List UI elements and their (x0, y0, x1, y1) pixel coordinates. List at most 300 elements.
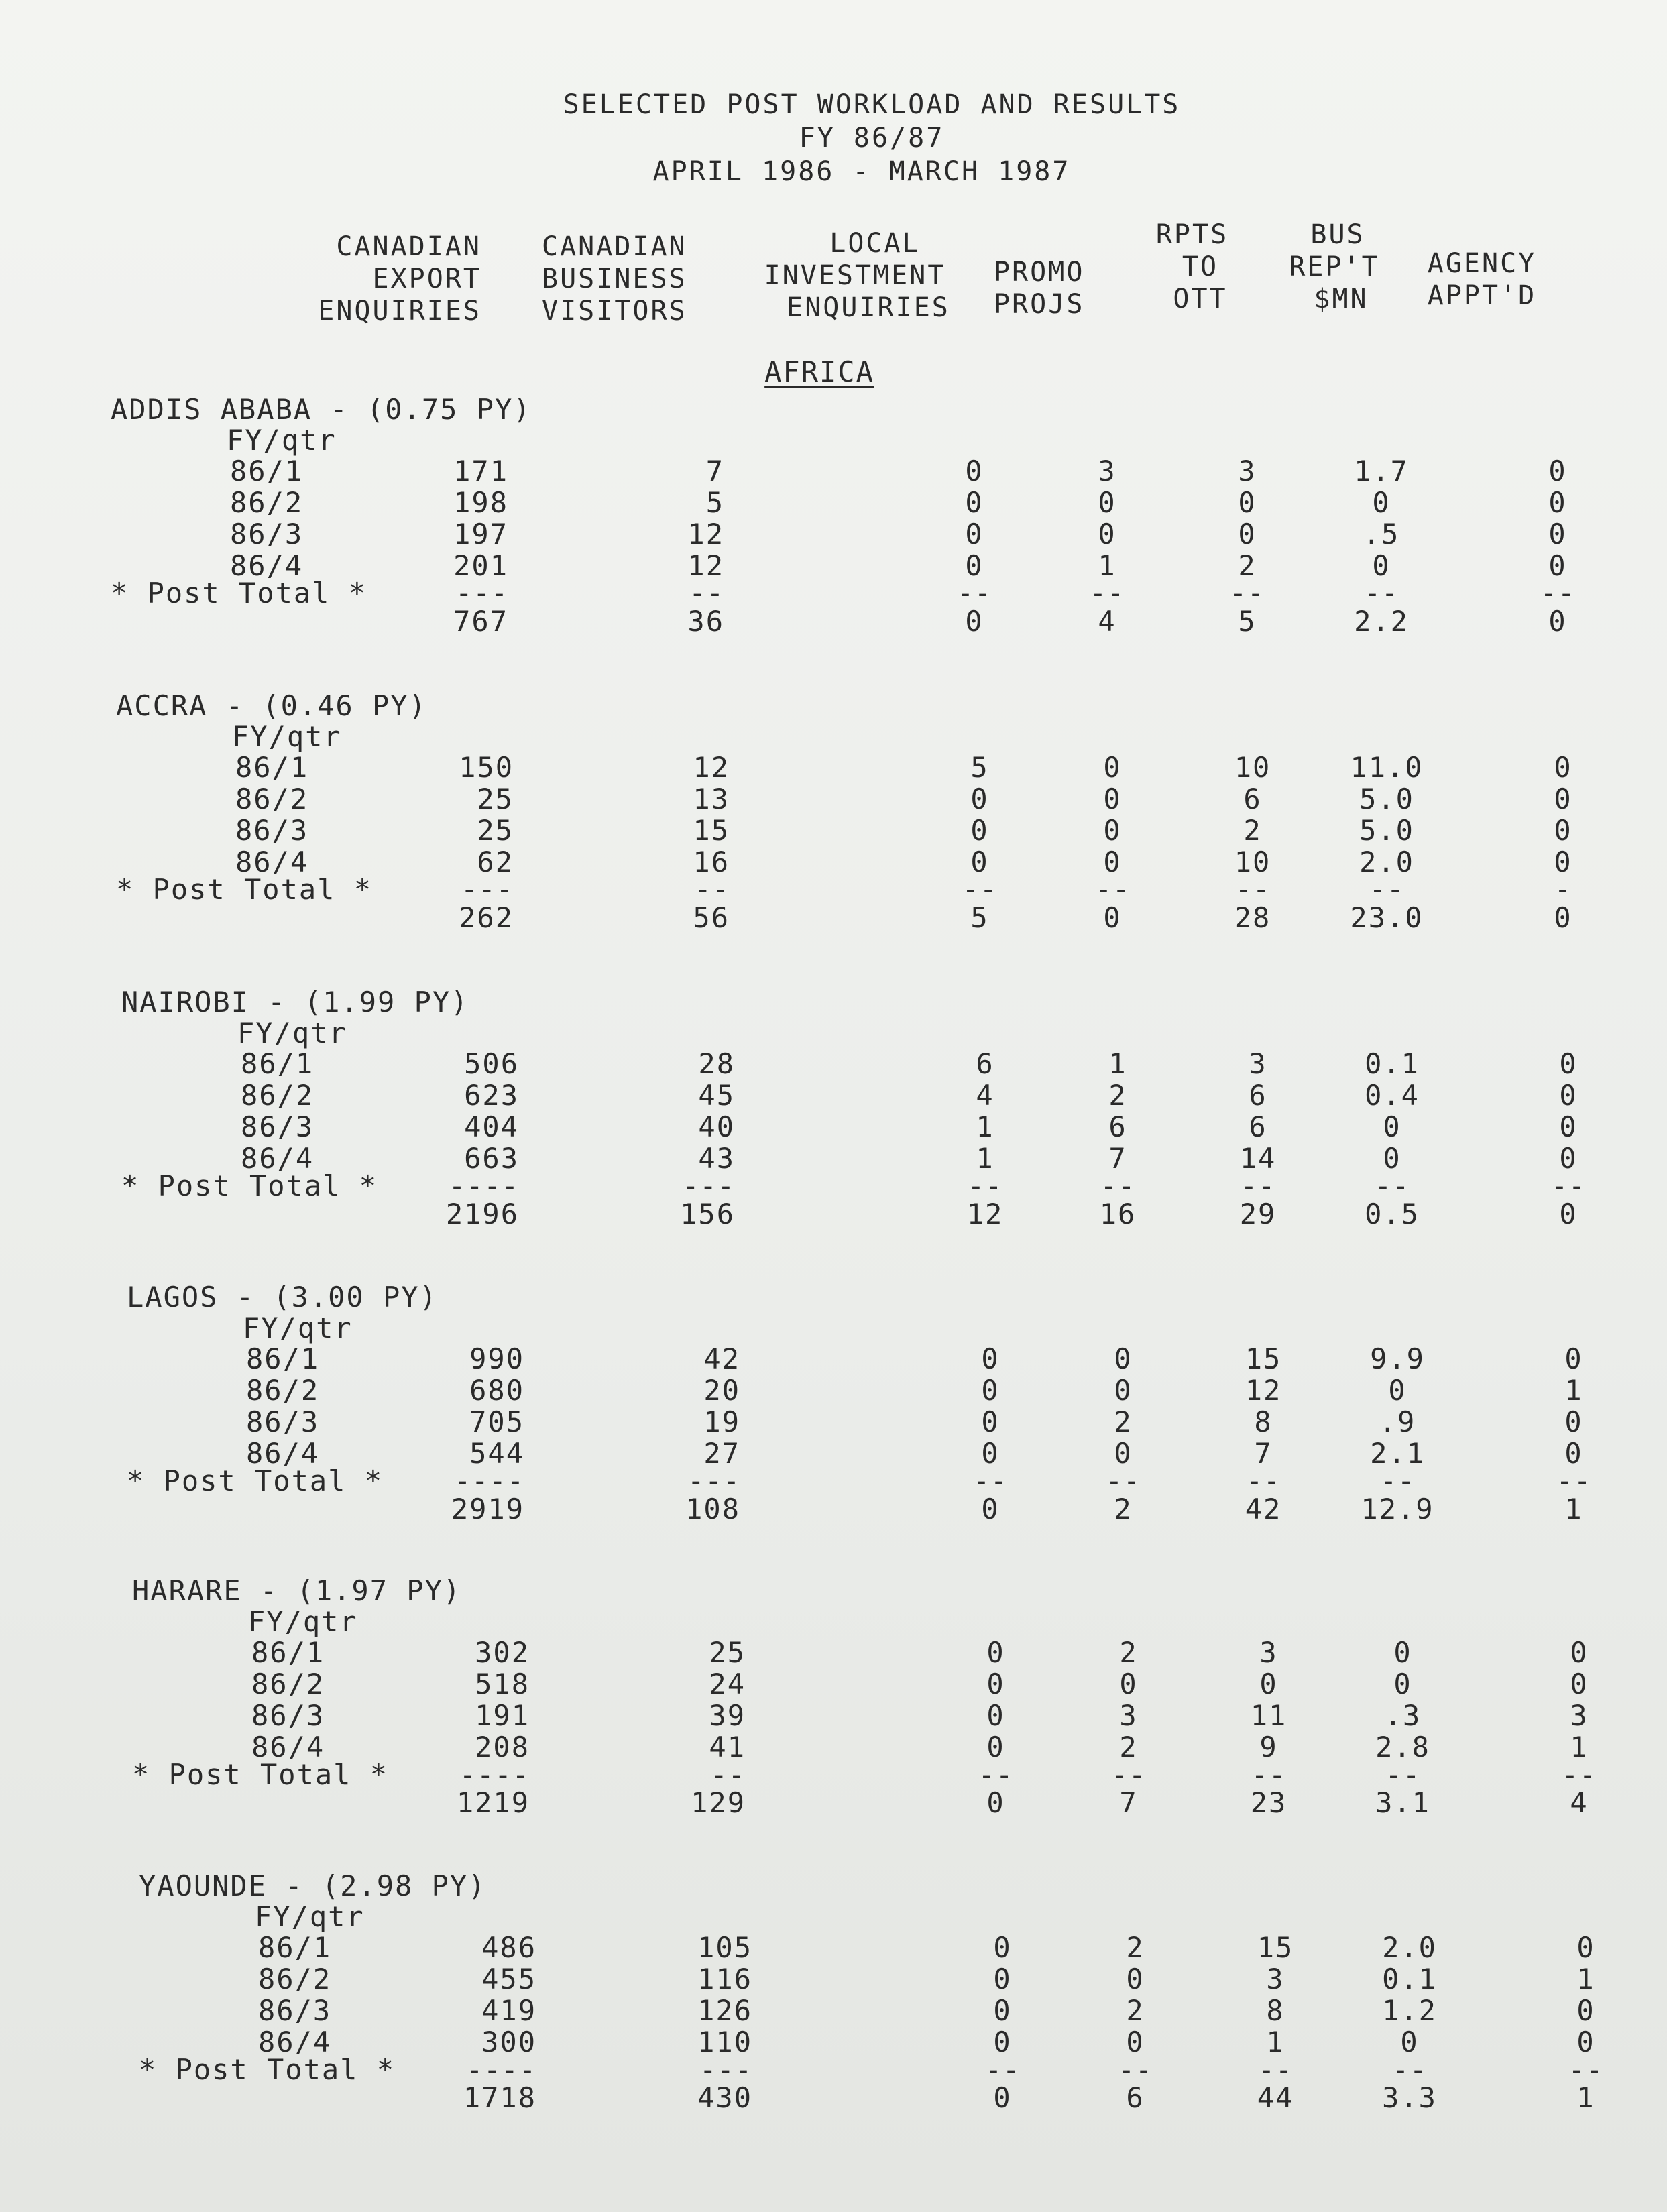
cell-agency: 0 (1548, 455, 1567, 487)
cell-rpts: 0 (1259, 1668, 1278, 1700)
total-exp: 1718 (463, 2081, 536, 2114)
cell-bus: 0.1 (1365, 1047, 1420, 1080)
cell-vis: 27 (703, 1437, 740, 1470)
cell-bus: 0 (1393, 1636, 1412, 1669)
total-vis: 56 (693, 901, 730, 934)
cell-bus: 11.0 (1350, 751, 1424, 784)
cell-rpts: 3 (1266, 1963, 1285, 1995)
total-rule-bus: -- (1369, 873, 1405, 906)
total-rule-rpts: -- (1229, 577, 1265, 609)
total-rule-bus: -- (1379, 1464, 1416, 1497)
cell-exp: 506 (464, 1047, 519, 1080)
cell-rpts: 1 (1266, 2026, 1285, 2058)
cell-promo: 2 (1114, 1405, 1133, 1438)
cell-exp: 25 (477, 814, 514, 847)
cell-rpts: 7 (1254, 1437, 1273, 1470)
cell-exp: 663 (464, 1142, 519, 1175)
post-heading: HARARE - (1.97 PY) (132, 1574, 462, 1607)
total-rule-promo: -- (1105, 1464, 1141, 1497)
cell-agency: 0 (1548, 518, 1567, 550)
total-rule-agency: -- (1540, 577, 1576, 609)
cell-vis: 12 (687, 549, 724, 582)
total-bus: 3.3 (1382, 2081, 1437, 2114)
cell-agency: 1 (1570, 1731, 1589, 1763)
cell-promo: 0 (1114, 1342, 1133, 1375)
cell-bus: 9.9 (1370, 1342, 1425, 1375)
cell-agency: 0 (1559, 1110, 1578, 1143)
fyqtr-label: FY/qtr (243, 1312, 353, 1344)
total-rule-agency: -- (1556, 1464, 1592, 1497)
total-promo: 0 (1103, 901, 1122, 934)
cell-bus: 1.7 (1354, 455, 1409, 487)
cell-exp: 62 (477, 846, 514, 878)
total-rule-vis: --- (699, 2053, 752, 2086)
total-promo: 7 (1119, 1786, 1138, 1819)
cell-promo: 3 (1119, 1699, 1138, 1732)
cell-agency: 0 (1548, 549, 1567, 582)
cell-agency: 0 (1554, 814, 1572, 847)
cell-exp: 191 (475, 1699, 530, 1732)
quarter-label: 86/1 (246, 1342, 320, 1375)
total-rule-vis: -- (710, 1758, 746, 1791)
col-promo-line2: PROJS (994, 289, 1085, 320)
total-rule-agency: -- (1568, 2053, 1604, 2086)
total-vis: 430 (697, 2081, 752, 2114)
post-heading: ACCRA - (0.46 PY) (116, 689, 427, 722)
cell-bus: 0.1 (1382, 1963, 1437, 1995)
cell-exp: 150 (459, 751, 514, 784)
col-agency-line1: AGENCY (1427, 248, 1537, 279)
cell-promo: 6 (1108, 1110, 1127, 1143)
cell-vis: 105 (697, 1931, 752, 1964)
cell-promo: 2 (1126, 1931, 1145, 1964)
total-rpts: 44 (1257, 2081, 1294, 2114)
quarter-label: 86/4 (235, 846, 309, 878)
post-total-label: * Post Total * (116, 873, 373, 906)
cell-vis: 42 (703, 1342, 740, 1375)
cell-agency: 1 (1576, 1963, 1595, 1995)
cell-agency: 0 (1576, 1994, 1595, 2027)
total-rule-bus: -- (1385, 1758, 1421, 1791)
cell-bus: 0 (1372, 549, 1391, 582)
cell-vis: 15 (693, 814, 730, 847)
cell-exp: 404 (464, 1110, 519, 1143)
cell-bus: 0.4 (1365, 1079, 1420, 1112)
cell-agency: 0 (1576, 2026, 1595, 2058)
cell-rpts: 8 (1266, 1994, 1285, 2027)
total-rpts: 5 (1238, 605, 1257, 638)
cell-promo: 0 (1114, 1374, 1133, 1407)
post-heading: LAGOS - (3.00 PY) (127, 1281, 438, 1314)
total-promo: 6 (1126, 2081, 1145, 2114)
cell-promo: 7 (1108, 1142, 1127, 1175)
region-heading: AFRICA (764, 355, 874, 388)
total-bus: 23.0 (1350, 901, 1424, 934)
cell-rpts: 2 (1238, 549, 1257, 582)
fyqtr-label: FY/qtr (232, 720, 342, 753)
cell-vis: 116 (697, 1963, 752, 1995)
cell-bus: 0 (1388, 1374, 1407, 1407)
cell-exp: 455 (481, 1963, 536, 1995)
cell-bus: 5.0 (1359, 782, 1414, 815)
cell-bus: .3 (1384, 1699, 1422, 1732)
cell-promo: 2 (1126, 1994, 1145, 2027)
total-rule-bus: -- (1363, 577, 1399, 609)
cell-vis: 43 (698, 1142, 735, 1175)
quarter-label: 86/3 (241, 1110, 314, 1143)
cell-agency: 0 (1570, 1668, 1589, 1700)
quarter-label: 86/2 (241, 1079, 314, 1112)
total-rule-inv: -- (972, 1464, 1009, 1497)
fyqtr-label: FY/qtr (255, 1900, 365, 1933)
total-bus: 0.5 (1365, 1198, 1420, 1230)
total-exp: 2919 (451, 1493, 524, 1525)
cell-agency: 1 (1564, 1374, 1583, 1407)
cell-exp: 518 (475, 1668, 530, 1700)
quarter-label: 86/3 (230, 518, 304, 550)
cell-promo: 0 (1103, 814, 1122, 847)
total-agency: 1 (1564, 1493, 1583, 1525)
total-vis: 129 (691, 1786, 746, 1819)
cell-bus: 0 (1372, 486, 1391, 519)
total-rule-inv: -- (984, 2053, 1021, 2086)
quarter-label: 86/2 (230, 486, 304, 519)
cell-promo: 0 (1114, 1437, 1133, 1470)
total-rule-promo: -- (1100, 1169, 1136, 1202)
cell-exp: 680 (469, 1374, 524, 1407)
cell-inv: 0 (981, 1374, 1000, 1407)
quarter-label: 86/1 (241, 1047, 314, 1080)
cell-inv: 1 (976, 1142, 994, 1175)
cell-inv: 0 (986, 1636, 1005, 1669)
post-total-label: * Post Total * (139, 2053, 396, 2086)
total-bus: 3.1 (1375, 1786, 1430, 1819)
cell-bus: 2.0 (1359, 846, 1414, 878)
cell-rpts: 3 (1249, 1047, 1267, 1080)
cell-vis: 19 (703, 1405, 740, 1438)
cell-promo: 0 (1098, 518, 1116, 550)
cell-bus: 0 (1400, 2026, 1419, 2058)
quarter-label: 86/3 (258, 1994, 332, 2027)
total-rule-exp: --- (461, 873, 514, 906)
total-rule-vis: --- (687, 1464, 740, 1497)
cell-promo: 0 (1126, 1963, 1145, 1995)
post-total-label: * Post Total * (132, 1758, 389, 1791)
cell-bus: 0 (1383, 1110, 1401, 1143)
cell-bus: .5 (1363, 518, 1400, 550)
cell-vis: 25 (709, 1636, 746, 1669)
total-promo: 16 (1099, 1198, 1137, 1230)
quarter-label: 86/4 (230, 549, 304, 582)
cell-rpts: 0 (1238, 486, 1257, 519)
cell-inv: 1 (976, 1110, 994, 1143)
cell-agency: 0 (1564, 1405, 1583, 1438)
cell-rpts: 10 (1234, 751, 1271, 784)
cell-rpts: 6 (1249, 1110, 1267, 1143)
cell-promo: 0 (1103, 782, 1122, 815)
cell-vis: 20 (703, 1374, 740, 1407)
cell-vis: 7 (705, 455, 724, 487)
cell-inv: 0 (993, 1963, 1012, 1995)
cell-vis: 126 (697, 1994, 752, 2027)
cell-promo: 1 (1098, 549, 1116, 582)
col-bus-line3: $MN (1314, 284, 1369, 314)
cell-inv: 0 (986, 1668, 1005, 1700)
total-rule-rpts: -- (1234, 873, 1271, 906)
cell-inv: 0 (981, 1342, 1000, 1375)
cell-vis: 41 (709, 1731, 746, 1763)
total-vis: 156 (680, 1198, 735, 1230)
total-rule-exp: ---- (453, 1464, 524, 1497)
cell-vis: 24 (709, 1668, 746, 1700)
quarter-label: 86/4 (251, 1731, 325, 1763)
cell-exp: 990 (469, 1342, 524, 1375)
quarter-label: 86/1 (235, 751, 309, 784)
cell-agency: 0 (1548, 486, 1567, 519)
col-investment-line2: INVESTMENT (764, 260, 946, 291)
cell-inv: 0 (986, 1731, 1005, 1763)
total-rule-agency: - (1554, 873, 1572, 906)
total-rule-promo: -- (1117, 2053, 1153, 2086)
cell-bus: 0 (1383, 1142, 1401, 1175)
col-rpts-line3: OTT (1173, 284, 1228, 314)
total-inv: 5 (970, 901, 989, 934)
total-rule-vis: -- (694, 873, 730, 906)
cell-rpts: 15 (1257, 1931, 1294, 1964)
cell-inv: 0 (970, 846, 989, 878)
post-total-label: * Post Total * (111, 577, 367, 609)
col-visitors-line2: BUSINESS (542, 264, 687, 294)
cell-rpts: 14 (1239, 1142, 1277, 1175)
quarter-label: 86/2 (246, 1374, 320, 1407)
cell-exp: 544 (469, 1437, 524, 1470)
cell-exp: 25 (477, 782, 514, 815)
cell-vis: 13 (693, 782, 730, 815)
total-agency: 4 (1570, 1786, 1589, 1819)
cell-inv: 0 (981, 1437, 1000, 1470)
quarter-label: 86/4 (241, 1142, 314, 1175)
quarter-label: 86/2 (258, 1963, 332, 1995)
total-rule-rpts: -- (1245, 1464, 1281, 1497)
cell-inv: 0 (970, 814, 989, 847)
col-export-line3: ENQUIRIES (318, 296, 481, 327)
total-rule-agency: -- (1561, 1758, 1597, 1791)
cell-exp: 171 (453, 455, 508, 487)
total-agency: 0 (1548, 605, 1567, 638)
col-bus-line1: BUS (1310, 219, 1365, 250)
cell-vis: 110 (697, 2026, 752, 2058)
total-bus: 12.9 (1361, 1493, 1434, 1525)
col-promo-line1: PROMO (994, 257, 1085, 288)
col-export-line2: EXPORT (372, 264, 481, 294)
total-rule-rpts: -- (1251, 1758, 1287, 1791)
quarter-label: 86/4 (258, 2026, 332, 2058)
col-rpts-line1: RPTS (1155, 219, 1229, 250)
total-inv: 12 (966, 1198, 1004, 1230)
total-promo: 2 (1114, 1493, 1133, 1525)
total-rule-exp: ---- (459, 1758, 530, 1791)
quarter-label: 86/2 (235, 782, 309, 815)
col-investment-line1: LOCAL (829, 228, 921, 259)
cell-vis: 12 (693, 751, 730, 784)
total-rule-vis: -- (689, 577, 724, 609)
cell-promo: 1 (1108, 1047, 1127, 1080)
total-rule-vis: --- (682, 1169, 735, 1202)
total-bus: 2.2 (1354, 605, 1409, 638)
quarter-label: 86/1 (251, 1636, 325, 1669)
col-rpts-line2: TO (1182, 251, 1219, 282)
cell-agency: 0 (1554, 846, 1572, 878)
total-rpts: 28 (1234, 901, 1271, 934)
total-exp: 2196 (445, 1198, 519, 1230)
cell-agency: 0 (1570, 1636, 1589, 1669)
cell-vis: 45 (698, 1079, 735, 1112)
quarter-label: 86/2 (251, 1668, 325, 1700)
cell-inv: 0 (981, 1405, 1000, 1438)
fyqtr-label: FY/qtr (237, 1016, 347, 1049)
cell-inv: 0 (965, 549, 984, 582)
cell-exp: 201 (453, 549, 508, 582)
cell-rpts: 0 (1238, 518, 1257, 550)
cell-vis: 40 (698, 1110, 735, 1143)
cell-vis: 12 (687, 518, 724, 550)
cell-rpts: 9 (1259, 1731, 1278, 1763)
total-rpts: 29 (1239, 1198, 1277, 1230)
total-inv: 0 (965, 605, 984, 638)
cell-promo: 3 (1098, 455, 1116, 487)
cell-promo: 0 (1098, 486, 1116, 519)
total-agency: 1 (1576, 2081, 1595, 2114)
cell-agency: 0 (1564, 1437, 1583, 1470)
report-title: SELECTED POST WORKLOAD AND RESULTS (563, 89, 1181, 120)
post-heading: ADDIS ABABA - (0.75 PY) (111, 393, 532, 426)
cell-exp: 302 (475, 1636, 530, 1669)
cell-exp: 197 (453, 518, 508, 550)
report-fiscal-year: FY 86/87 (799, 123, 945, 154)
fyqtr-label: FY/qtr (248, 1605, 358, 1638)
cell-bus: 0 (1393, 1668, 1412, 1700)
col-visitors-line1: CANADIAN (542, 231, 687, 262)
col-visitors-line3: VISITORS (542, 296, 687, 327)
cell-rpts: 8 (1254, 1405, 1273, 1438)
cell-inv: 5 (970, 751, 989, 784)
col-investment-line3: ENQUIRIES (787, 292, 950, 323)
cell-agency: 0 (1559, 1142, 1578, 1175)
cell-promo: 2 (1108, 1079, 1127, 1112)
total-rule-promo: -- (1110, 1758, 1147, 1791)
total-agency: 0 (1554, 901, 1572, 934)
total-vis: 108 (685, 1493, 740, 1525)
col-export-line1: CANADIAN (336, 231, 481, 262)
total-rule-bus: -- (1374, 1169, 1410, 1202)
col-bus-line2: REP'T (1289, 251, 1380, 282)
cell-inv: 0 (993, 2026, 1012, 2058)
cell-exp: 208 (475, 1731, 530, 1763)
quarter-label: 86/1 (230, 455, 304, 487)
cell-agency: 0 (1559, 1079, 1578, 1112)
quarter-label: 86/3 (235, 814, 309, 847)
cell-rpts: 3 (1238, 455, 1257, 487)
total-rule-promo: -- (1089, 577, 1125, 609)
cell-inv: 0 (965, 486, 984, 519)
total-rule-rpts: -- (1257, 2053, 1294, 2086)
total-rule-inv: -- (962, 873, 998, 906)
total-exp: 767 (453, 605, 508, 638)
cell-promo: 0 (1103, 751, 1122, 784)
cell-rpts: 6 (1249, 1079, 1267, 1112)
total-rule-promo: -- (1094, 873, 1131, 906)
report-date-range: APRIL 1986 - MARCH 1987 (652, 156, 1071, 187)
cell-rpts: 3 (1259, 1636, 1278, 1669)
post-total-label: * Post Total * (127, 1464, 384, 1497)
cell-vis: 28 (698, 1047, 735, 1080)
post-heading: YAOUNDE - (2.98 PY) (139, 1869, 487, 1902)
cell-exp: 198 (453, 486, 508, 519)
cell-rpts: 12 (1245, 1374, 1282, 1407)
cell-inv: 0 (993, 1994, 1012, 2027)
cell-bus: 2.1 (1370, 1437, 1425, 1470)
total-rule-bus: -- (1391, 2053, 1428, 2086)
cell-agency: 0 (1554, 751, 1572, 784)
total-exp: 1219 (456, 1786, 530, 1819)
cell-bus: 2.8 (1375, 1731, 1430, 1763)
cell-promo: 0 (1126, 2026, 1145, 2058)
cell-exp: 300 (481, 2026, 536, 2058)
cell-agency: 0 (1564, 1342, 1583, 1375)
post-heading: NAIROBI - (1.99 PY) (121, 986, 469, 1018)
cell-inv: 0 (986, 1699, 1005, 1732)
cell-rpts: 11 (1250, 1699, 1287, 1732)
cell-inv: 0 (970, 782, 989, 815)
cell-exp: 486 (481, 1931, 536, 1964)
cell-bus: 5.0 (1359, 814, 1414, 847)
cell-inv: 0 (965, 455, 984, 487)
cell-exp: 419 (481, 1994, 536, 2027)
total-rule-agency: -- (1550, 1169, 1587, 1202)
post-total-label: * Post Total * (121, 1169, 378, 1202)
cell-promo: 2 (1119, 1731, 1138, 1763)
cell-exp: 623 (464, 1079, 519, 1112)
cell-agency: 0 (1559, 1047, 1578, 1080)
total-inv: 0 (993, 2081, 1012, 2114)
cell-bus: .9 (1379, 1405, 1416, 1438)
total-rule-inv: -- (967, 1169, 1003, 1202)
total-rule-exp: ---- (465, 2053, 536, 2086)
cell-agency: 0 (1554, 782, 1572, 815)
col-agency-line2: APPT'D (1427, 280, 1537, 311)
cell-promo: 0 (1103, 846, 1122, 878)
cell-rpts: 15 (1245, 1342, 1282, 1375)
cell-vis: 5 (705, 486, 724, 519)
cell-promo: 2 (1119, 1636, 1138, 1669)
quarter-label: 86/4 (246, 1437, 320, 1470)
cell-agency: 0 (1576, 1931, 1595, 1964)
cell-inv: 4 (976, 1079, 994, 1112)
total-rule-exp: --- (455, 577, 508, 609)
total-inv: 0 (986, 1786, 1005, 1819)
cell-inv: 0 (993, 1931, 1012, 1964)
total-exp: 262 (459, 901, 514, 934)
cell-vis: 16 (693, 846, 730, 878)
cell-rpts: 2 (1243, 814, 1262, 847)
fyqtr-label: FY/qtr (227, 424, 337, 457)
total-rpts: 42 (1245, 1493, 1282, 1525)
cell-promo: 0 (1119, 1668, 1138, 1700)
total-rule-inv: -- (978, 1758, 1014, 1791)
total-vis: 36 (687, 605, 724, 638)
total-rule-exp: ---- (448, 1169, 519, 1202)
total-agency: 0 (1559, 1198, 1578, 1230)
